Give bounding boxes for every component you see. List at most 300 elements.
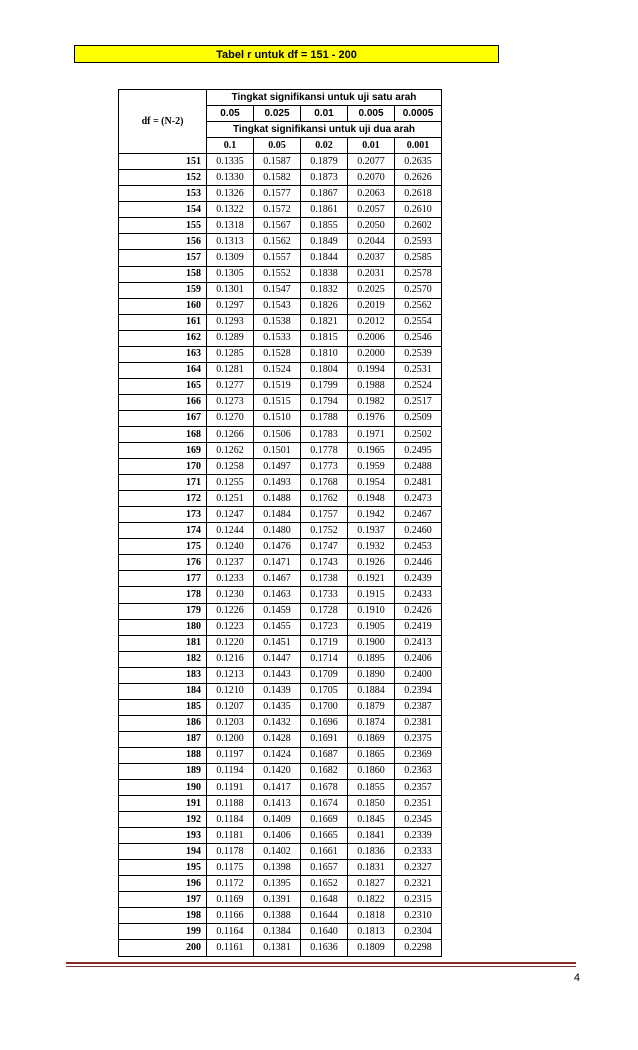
r-value-cell: 0.1384: [254, 924, 301, 940]
table-row: [119, 410, 442, 426]
df-cell: 162: [119, 330, 207, 346]
table-row: [119, 571, 442, 587]
r-table: [118, 89, 442, 957]
r-value-cell: 0.1220: [207, 635, 254, 651]
df-cell: 153: [119, 186, 207, 202]
r-value-cell: 0.1240: [207, 539, 254, 555]
header-row-one-tailed-label: [119, 90, 442, 106]
r-value-cell: 0.1207: [207, 699, 254, 715]
r-value-cell: 0.1926: [348, 555, 395, 571]
table-row: [119, 731, 442, 747]
r-value-cell: 0.1959: [348, 459, 395, 475]
table-row: [119, 876, 442, 892]
table-row: [119, 780, 442, 796]
df-cell: 151: [119, 154, 207, 170]
r-value-cell: 0.1266: [207, 426, 254, 442]
r-value-cell: 0.1849: [301, 234, 348, 250]
df-cell: 158: [119, 266, 207, 282]
df-cell: 195: [119, 860, 207, 876]
r-value-cell: 0.1184: [207, 812, 254, 828]
table-row: [119, 651, 442, 667]
r-value-cell: 0.1181: [207, 828, 254, 844]
r-value-cell: 0.2578: [395, 266, 442, 282]
r-value-cell: 0.1424: [254, 747, 301, 763]
table-row: [119, 860, 442, 876]
r-value-cell: 0.1942: [348, 507, 395, 523]
r-value-cell: 0.1413: [254, 796, 301, 812]
df-cell: 185: [119, 699, 207, 715]
r-value-cell: 0.1773: [301, 459, 348, 475]
r-value-cell: 0.1459: [254, 603, 301, 619]
table-row: [119, 603, 442, 619]
footer-rule: [66, 966, 576, 967]
r-value-cell: 0.2070: [348, 170, 395, 186]
r-value-cell: 0.1665: [301, 828, 348, 844]
r-value-cell: 0.1733: [301, 587, 348, 603]
table-row: [119, 523, 442, 539]
r-value-cell: 0.1226: [207, 603, 254, 619]
r-value-cell: 0.1467: [254, 571, 301, 587]
r-value-cell: 0.2031: [348, 266, 395, 282]
r-value-cell: 0.1388: [254, 908, 301, 924]
table-row: [119, 186, 442, 202]
table-row: [119, 619, 442, 635]
df-header: df = (N-2): [119, 90, 207, 154]
table-row: [119, 539, 442, 555]
r-value-cell: 0.1869: [348, 731, 395, 747]
r-value-cell: 0.1836: [348, 844, 395, 860]
table-row: [119, 475, 442, 491]
df-cell: 156: [119, 234, 207, 250]
r-value-cell: 0.2006: [348, 330, 395, 346]
df-cell: 190: [119, 780, 207, 796]
r-value-cell: 0.1874: [348, 715, 395, 731]
r-value-cell: 0.1289: [207, 330, 254, 346]
df-cell: 176: [119, 555, 207, 571]
r-value-cell: 0.1932: [348, 539, 395, 555]
r-value-cell: 0.1937: [348, 523, 395, 539]
table-row: [119, 587, 442, 603]
r-value-cell: 0.1696: [301, 715, 348, 731]
r-value-cell: 0.2369: [395, 747, 442, 763]
r-value-cell: 0.1714: [301, 651, 348, 667]
r-value-cell: 0.1169: [207, 892, 254, 908]
r-value-cell: 0.1178: [207, 844, 254, 860]
table-row: [119, 940, 442, 956]
table-row: [119, 154, 442, 170]
r-value-cell: 0.2446: [395, 555, 442, 571]
r-value-cell: 0.1567: [254, 218, 301, 234]
r-value-cell: 0.1577: [254, 186, 301, 202]
table-row: [119, 555, 442, 571]
two-tailed-level: 0.1: [207, 138, 254, 154]
df-cell: 171: [119, 475, 207, 491]
r-value-cell: 0.1850: [348, 796, 395, 812]
r-value-cell: 0.1497: [254, 459, 301, 475]
r-value-cell: 0.1652: [301, 876, 348, 892]
r-value-cell: 0.2618: [395, 186, 442, 202]
df-cell: 155: [119, 218, 207, 234]
r-value-cell: 0.2057: [348, 202, 395, 218]
df-cell: 199: [119, 924, 207, 940]
r-value-cell: 0.1330: [207, 170, 254, 186]
r-value-cell: 0.1395: [254, 876, 301, 892]
r-value-cell: 0.2019: [348, 298, 395, 314]
r-value-cell: 0.1519: [254, 378, 301, 394]
r-value-cell: 0.1451: [254, 635, 301, 651]
r-value-cell: 0.1860: [348, 763, 395, 779]
r-value-cell: 0.1417: [254, 780, 301, 796]
df-cell: 163: [119, 346, 207, 362]
r-value-cell: 0.1194: [207, 763, 254, 779]
r-value-cell: 0.1910: [348, 603, 395, 619]
df-cell: 174: [119, 523, 207, 539]
r-value-cell: 0.1879: [348, 699, 395, 715]
table-row: [119, 378, 442, 394]
df-cell: 184: [119, 683, 207, 699]
r-value-cell: 0.1391: [254, 892, 301, 908]
table-row: [119, 747, 442, 763]
table-row: [119, 362, 442, 378]
r-value-cell: 0.1409: [254, 812, 301, 828]
r-value-cell: 0.1262: [207, 443, 254, 459]
df-cell: 166: [119, 394, 207, 410]
table-row: [119, 507, 442, 523]
df-cell: 196: [119, 876, 207, 892]
r-value-cell: 0.1197: [207, 747, 254, 763]
r-value-cell: 0.2413: [395, 635, 442, 651]
df-cell: 187: [119, 731, 207, 747]
r-value-cell: 0.2351: [395, 796, 442, 812]
r-value-cell: 0.1285: [207, 346, 254, 362]
df-cell: 170: [119, 459, 207, 475]
r-value-cell: 0.1895: [348, 651, 395, 667]
r-value-cell: 0.1562: [254, 234, 301, 250]
r-value-cell: 0.2495: [395, 443, 442, 459]
table-title: Tabel r untuk df = 151 - 200: [74, 45, 499, 63]
r-value-cell: 0.2473: [395, 491, 442, 507]
r-value-cell: 0.1873: [301, 170, 348, 186]
r-value-cell: 0.1326: [207, 186, 254, 202]
r-value-cell: 0.1443: [254, 667, 301, 683]
one-tailed-level: 0.005: [348, 106, 395, 122]
r-value-cell: 0.1471: [254, 555, 301, 571]
r-value-cell: 0.1301: [207, 282, 254, 298]
df-cell: 188: [119, 747, 207, 763]
df-cell: 167: [119, 410, 207, 426]
r-value-cell: 0.1547: [254, 282, 301, 298]
r-value-cell: 0.1237: [207, 555, 254, 571]
r-value-cell: 0.1982: [348, 394, 395, 410]
r-value-cell: 0.2063: [348, 186, 395, 202]
r-value-cell: 0.1480: [254, 523, 301, 539]
r-value-cell: 0.1867: [301, 186, 348, 202]
two-tailed-level: 0.05: [254, 138, 301, 154]
table-row: [119, 426, 442, 442]
r-value-cell: 0.1439: [254, 683, 301, 699]
r-value-cell: 0.1293: [207, 314, 254, 330]
r-value-cell: 0.1435: [254, 699, 301, 715]
r-value-cell: 0.1484: [254, 507, 301, 523]
r-value-cell: 0.1705: [301, 683, 348, 699]
one-tailed-level: 0.025: [254, 106, 301, 122]
r-value-cell: 0.1788: [301, 410, 348, 426]
r-value-cell: 0.1700: [301, 699, 348, 715]
r-value-cell: 0.1277: [207, 378, 254, 394]
r-value-cell: 0.1783: [301, 426, 348, 442]
r-value-cell: 0.2524: [395, 378, 442, 394]
r-value-cell: 0.1661: [301, 844, 348, 860]
r-value-cell: 0.1813: [348, 924, 395, 940]
r-value-cell: 0.2375: [395, 731, 442, 747]
r-value-cell: 0.2488: [395, 459, 442, 475]
r-value-cell: 0.1309: [207, 250, 254, 266]
table-row: [119, 667, 442, 683]
df-cell: 159: [119, 282, 207, 298]
r-value-cell: 0.1455: [254, 619, 301, 635]
r-value-cell: 0.1210: [207, 683, 254, 699]
r-value-cell: 0.1200: [207, 731, 254, 747]
table-row: [119, 924, 442, 940]
r-value-cell: 0.2394: [395, 683, 442, 699]
table-row: [119, 491, 442, 507]
table-row: [119, 715, 442, 731]
two-tailed-label: Tingkat signifikansi untuk uji dua arah: [207, 122, 442, 138]
df-cell: 160: [119, 298, 207, 314]
r-value-cell: 0.2439: [395, 571, 442, 587]
r-value-cell: 0.2406: [395, 651, 442, 667]
r-value-cell: 0.1855: [301, 218, 348, 234]
r-value-cell: 0.1463: [254, 587, 301, 603]
df-cell: 177: [119, 571, 207, 587]
r-value-cell: 0.1557: [254, 250, 301, 266]
r-value-cell: 0.2585: [395, 250, 442, 266]
df-cell: 179: [119, 603, 207, 619]
table-row: [119, 699, 442, 715]
r-value-cell: 0.1674: [301, 796, 348, 812]
r-value-cell: 0.1855: [348, 780, 395, 796]
r-value-cell: 0.1822: [348, 892, 395, 908]
r-value-cell: 0.1738: [301, 571, 348, 587]
r-value-cell: 0.2517: [395, 394, 442, 410]
table-row: [119, 459, 442, 475]
r-value-cell: 0.1768: [301, 475, 348, 491]
r-value-cell: 0.1815: [301, 330, 348, 346]
r-value-cell: 0.1809: [348, 940, 395, 956]
r-value-cell: 0.2460: [395, 523, 442, 539]
r-value-cell: 0.2327: [395, 860, 442, 876]
r-value-cell: 0.1948: [348, 491, 395, 507]
r-value-cell: 0.1493: [254, 475, 301, 491]
r-value-cell: 0.2044: [348, 234, 395, 250]
r-value-cell: 0.2467: [395, 507, 442, 523]
r-value-cell: 0.1230: [207, 587, 254, 603]
r-value-cell: 0.1826: [301, 298, 348, 314]
r-value-cell: 0.1428: [254, 731, 301, 747]
r-value-cell: 0.1488: [254, 491, 301, 507]
footer-rule: [66, 962, 576, 964]
r-value-cell: 0.1728: [301, 603, 348, 619]
r-value-cell: 0.1890: [348, 667, 395, 683]
r-value-cell: 0.2321: [395, 876, 442, 892]
r-value-cell: 0.1844: [301, 250, 348, 266]
r-value-cell: 0.1915: [348, 587, 395, 603]
r-value-cell: 0.1743: [301, 555, 348, 571]
r-value-cell: 0.1841: [348, 828, 395, 844]
two-tailed-level: 0.001: [395, 138, 442, 154]
r-value-cell: 0.1636: [301, 940, 348, 956]
r-value-cell: 0.1657: [301, 860, 348, 876]
r-value-cell: 0.1827: [348, 876, 395, 892]
r-value-cell: 0.1818: [348, 908, 395, 924]
r-value-cell: 0.1587: [254, 154, 301, 170]
one-tailed-label: Tingkat signifikansi untuk uji satu arah: [207, 90, 442, 106]
r-value-cell: 0.1648: [301, 892, 348, 908]
r-value-cell: 0.2050: [348, 218, 395, 234]
r-value-cell: 0.1515: [254, 394, 301, 410]
table-row: [119, 202, 442, 218]
r-value-cell: 0.1900: [348, 635, 395, 651]
r-value-cell: 0.1678: [301, 780, 348, 796]
df-cell: 164: [119, 362, 207, 378]
df-cell: 168: [119, 426, 207, 442]
r-value-cell: 0.2426: [395, 603, 442, 619]
df-cell: 181: [119, 635, 207, 651]
r-value-cell: 0.1640: [301, 924, 348, 940]
r-value-cell: 0.2077: [348, 154, 395, 170]
r-value-cell: 0.1865: [348, 747, 395, 763]
df-cell: 165: [119, 378, 207, 394]
r-value-cell: 0.1752: [301, 523, 348, 539]
r-value-cell: 0.1810: [301, 346, 348, 362]
df-cell: 182: [119, 651, 207, 667]
r-value-cell: 0.1420: [254, 763, 301, 779]
r-value-cell: 0.1381: [254, 940, 301, 956]
r-value-cell: 0.1501: [254, 443, 301, 459]
table-row: [119, 250, 442, 266]
r-value-cell: 0.2635: [395, 154, 442, 170]
df-cell: 172: [119, 491, 207, 507]
table-row: [119, 683, 442, 699]
r-value-cell: 0.2363: [395, 763, 442, 779]
r-value-cell: 0.1164: [207, 924, 254, 940]
r-value-cell: 0.1510: [254, 410, 301, 426]
df-cell: 180: [119, 619, 207, 635]
r-value-cell: 0.2400: [395, 667, 442, 683]
r-value-cell: 0.2554: [395, 314, 442, 330]
r-value-cell: 0.1270: [207, 410, 254, 426]
table-body: [119, 154, 442, 956]
r-value-cell: 0.1406: [254, 828, 301, 844]
r-value-cell: 0.2433: [395, 587, 442, 603]
r-value-cell: 0.1965: [348, 443, 395, 459]
r-value-cell: 0.1794: [301, 394, 348, 410]
r-value-cell: 0.1682: [301, 763, 348, 779]
df-cell: 192: [119, 812, 207, 828]
table-row: [119, 346, 442, 362]
r-value-cell: 0.2339: [395, 828, 442, 844]
one-tailed-level: 0.01: [301, 106, 348, 122]
r-value-cell: 0.1322: [207, 202, 254, 218]
table-row: [119, 282, 442, 298]
r-value-cell: 0.2602: [395, 218, 442, 234]
r-value-cell: 0.2304: [395, 924, 442, 940]
two-tailed-level: 0.02: [301, 138, 348, 154]
r-value-cell: 0.1305: [207, 266, 254, 282]
r-value-cell: 0.1543: [254, 298, 301, 314]
r-value-cell: 0.2381: [395, 715, 442, 731]
r-value-cell: 0.1528: [254, 346, 301, 362]
r-value-cell: 0.1861: [301, 202, 348, 218]
r-value-cell: 0.1506: [254, 426, 301, 442]
r-value-cell: 0.2481: [395, 475, 442, 491]
r-value-cell: 0.2570: [395, 282, 442, 298]
r-value-cell: 0.2310: [395, 908, 442, 924]
r-value-cell: 0.1188: [207, 796, 254, 812]
table-row: [119, 218, 442, 234]
r-value-cell: 0.1223: [207, 619, 254, 635]
r-value-cell: 0.1161: [207, 940, 254, 956]
df-cell: 191: [119, 796, 207, 812]
r-value-cell: 0.1213: [207, 667, 254, 683]
r-value-cell: 0.1821: [301, 314, 348, 330]
table-row: [119, 892, 442, 908]
r-value-cell: 0.1976: [348, 410, 395, 426]
r-value-cell: 0.2298: [395, 940, 442, 956]
r-value-cell: 0.2562: [395, 298, 442, 314]
r-value-cell: 0.2037: [348, 250, 395, 266]
r-value-cell: 0.1778: [301, 443, 348, 459]
df-cell: 178: [119, 587, 207, 603]
r-value-cell: 0.2531: [395, 362, 442, 378]
table-row: [119, 812, 442, 828]
one-tailed-level: 0.05: [207, 106, 254, 122]
df-cell: 161: [119, 314, 207, 330]
table-row: [119, 170, 442, 186]
df-cell: 197: [119, 892, 207, 908]
table-row: [119, 298, 442, 314]
r-value-cell: 0.2345: [395, 812, 442, 828]
r-value-cell: 0.2012: [348, 314, 395, 330]
r-value-cell: 0.1582: [254, 170, 301, 186]
r-value-cell: 0.1687: [301, 747, 348, 763]
r-value-cell: 0.1273: [207, 394, 254, 410]
r-value-cell: 0.1191: [207, 780, 254, 796]
r-value-cell: 0.2509: [395, 410, 442, 426]
df-cell: 169: [119, 443, 207, 459]
table-row: [119, 234, 442, 250]
df-cell: 186: [119, 715, 207, 731]
r-value-cell: 0.1432: [254, 715, 301, 731]
r-value-cell: 0.1402: [254, 844, 301, 860]
df-cell: 157: [119, 250, 207, 266]
r-value-cell: 0.1988: [348, 378, 395, 394]
r-value-cell: 0.1476: [254, 539, 301, 555]
table-row: [119, 796, 442, 812]
r-value-cell: 0.1838: [301, 266, 348, 282]
df-cell: 189: [119, 763, 207, 779]
r-value-cell: 0.1216: [207, 651, 254, 667]
r-value-cell: 0.1335: [207, 154, 254, 170]
r-value-cell: 0.1747: [301, 539, 348, 555]
r-value-cell: 0.1172: [207, 876, 254, 892]
one-tailed-level: 0.0005: [395, 106, 442, 122]
r-value-cell: 0.1804: [301, 362, 348, 378]
r-value-cell: 0.1258: [207, 459, 254, 475]
df-cell: 200: [119, 940, 207, 956]
r-value-cell: 0.1757: [301, 507, 348, 523]
r-value-cell: 0.1572: [254, 202, 301, 218]
